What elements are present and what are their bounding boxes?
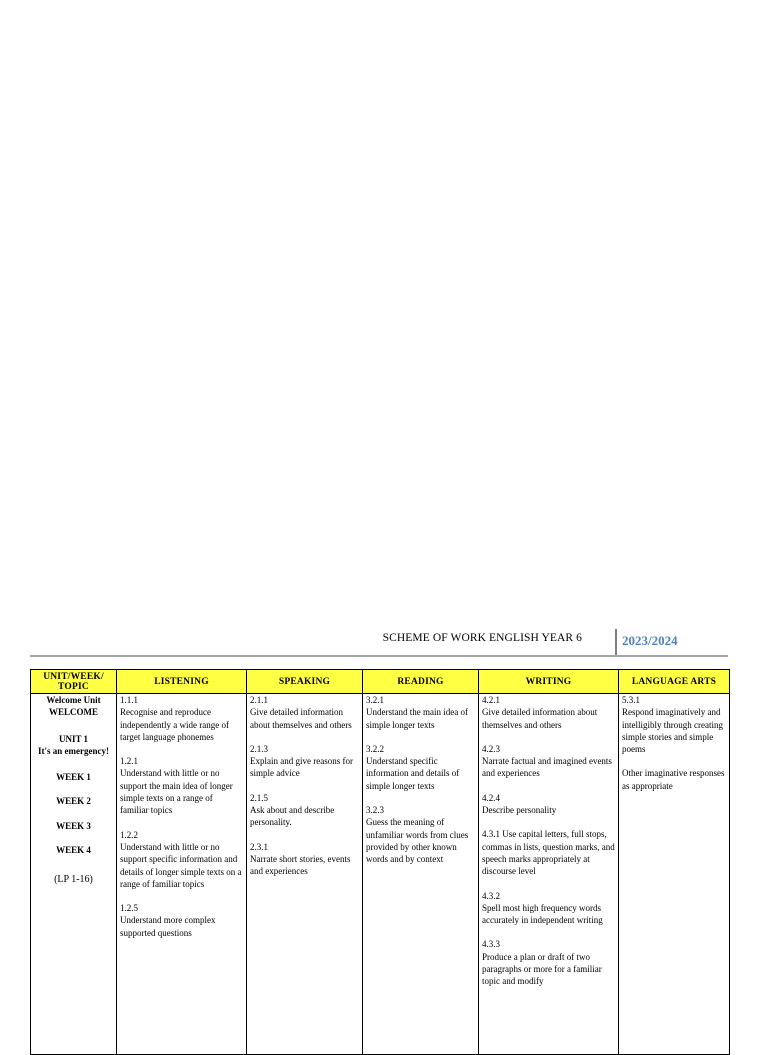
list-item: 3.2.2 Understand specific information and details of simple longer texts	[366, 743, 460, 791]
page-header	[30, 628, 728, 656]
language-arts-cell	[619, 694, 730, 1055]
list-item: 2.1.1 Give detailed information about themselves and others	[250, 695, 352, 730]
academic-year: 2023/2024	[622, 633, 678, 648]
week-1: WEEK 1	[56, 772, 91, 783]
list-item: 1.1.1 Recognise and reproduce independently a wide range of target language phonemes	[120, 695, 229, 742]
document-title: SCHEME OF WORK ENGLISH YEAR 6	[382, 632, 582, 644]
scheme-of-work-table	[30, 669, 730, 1055]
unit-number: UNIT 1	[58, 733, 89, 744]
list-item: Other imaginative responses as appropriate	[622, 768, 725, 791]
lesson-plan-range: (LP 1-16)	[54, 874, 93, 886]
week-3: WEEK 3	[56, 820, 91, 831]
week-2: WEEK 2	[56, 796, 91, 807]
header-rule	[30, 655, 728, 657]
list-item: 4.3.1 Use capital letters, full stops, commas in lists, question marks, and speech marks appropriately at discourse level	[482, 829, 615, 877]
header-language-arts: LANGUAGE ARTS	[619, 670, 730, 694]
reading-cell	[363, 694, 479, 1055]
list-item: 1.2.5 Understand more complex supported questions	[120, 903, 216, 938]
list-item: 4.2.4 Describe personality	[482, 792, 557, 816]
list-item: 5.3.1 Respond imaginatively and intelligibly through creating simple stories and simple poems	[622, 695, 723, 755]
writing-cell	[479, 694, 619, 1055]
list-item: 4.3.2 Spell most high frequency words accurately in independent writing	[482, 890, 603, 926]
header-listening: LISTENING	[117, 670, 247, 694]
list-item: 4.3.3 Produce a plan or draft of two paragraphs or more for a familiar topic and modify	[482, 939, 602, 987]
list-item: 4.2.3 Narrate factual and imagined events and experiences	[482, 743, 612, 779]
header-unit-week-topic: UNIT/WEEK/ TOPIC	[31, 670, 117, 694]
list-item: 2.1.3 Explain and give reasons for simple advice	[250, 743, 353, 779]
table-row	[31, 694, 730, 1055]
list-item: 1.2.2 Understand with little or no support specific information and details of longer simple texts on a range of familiar topics	[120, 829, 242, 889]
list-item: 3.2.1 Understand the main idea of simple longer texts	[366, 695, 468, 730]
welcome-label: WELCOME	[48, 707, 98, 718]
table-header-row	[31, 670, 730, 694]
header-reading: READING	[363, 670, 479, 694]
welcome-unit-label: Welcome Unit	[46, 695, 101, 705]
header-writing: WRITING	[479, 670, 619, 694]
header-speaking: SPEAKING	[247, 670, 363, 694]
list-item: 1.2.1 Understand with little or no support the main idea of longer simple texts on a range of familiar topics	[120, 756, 233, 816]
listening-cell	[117, 694, 247, 1055]
header-divider	[615, 629, 617, 655]
list-item: 2.3.1 Narrate short stories, events and experiences	[250, 841, 351, 877]
unit-topic: It's an emergency!	[38, 745, 109, 756]
week-4: WEEK 4	[56, 845, 91, 856]
list-item: 3.2.3 Guess the meaning of unfamiliar words from clues provided by other known words and by context	[366, 805, 469, 865]
list-item: 4.2.1 Give detailed information about themselves and others	[482, 695, 598, 730]
unit-cell	[31, 694, 117, 1055]
speaking-cell	[247, 694, 363, 1055]
list-item: 2.1.5 Ask about and describe personality.	[250, 792, 335, 828]
